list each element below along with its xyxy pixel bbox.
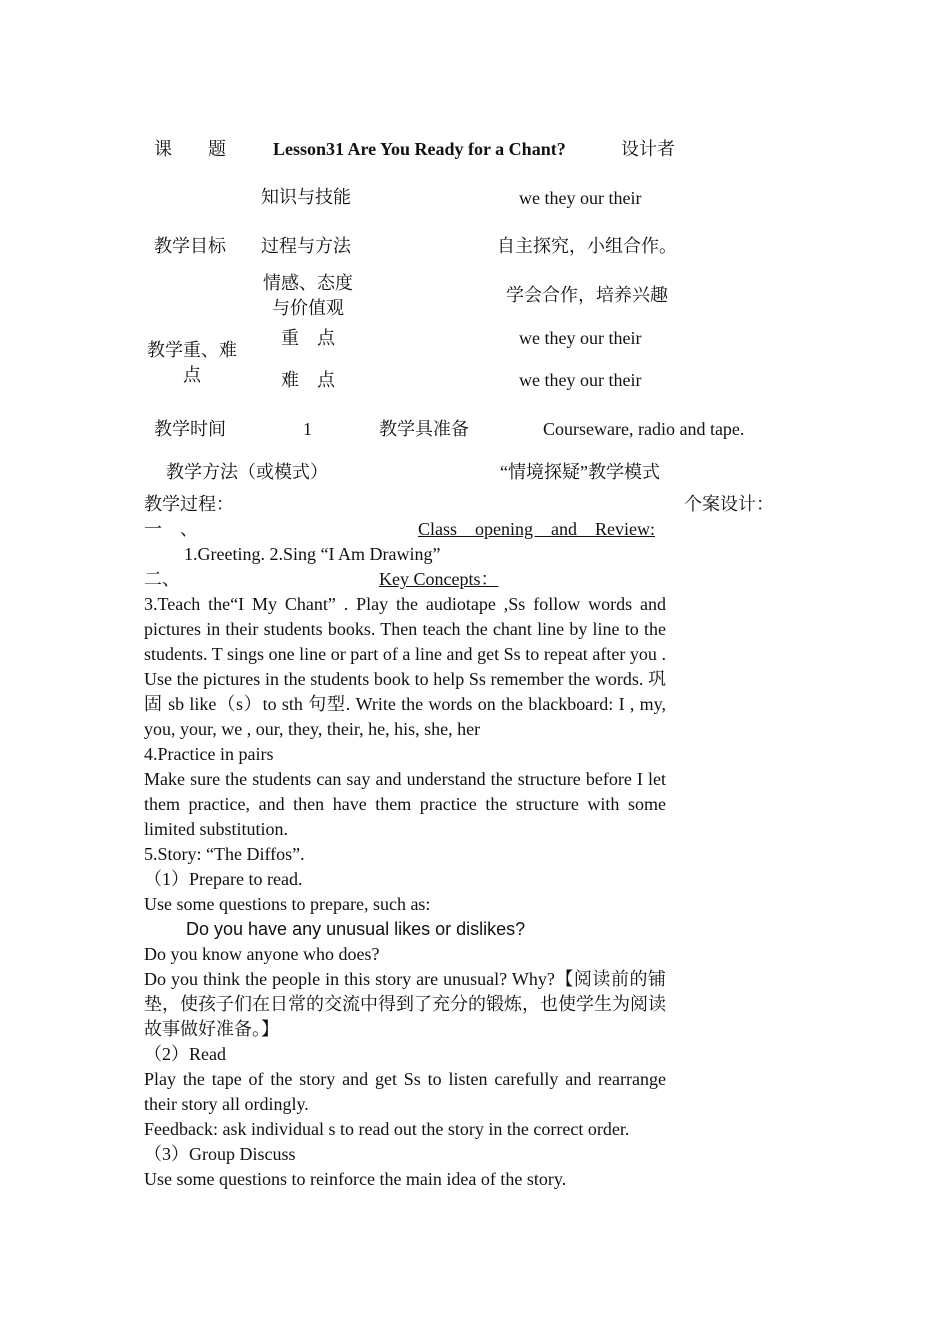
designer-label: 设计者 (621, 139, 675, 159)
lesson-title: Lesson31 Are You Ready for a Chant? (273, 139, 566, 159)
objective-knowledge-label: 知识与技能 (261, 187, 351, 207)
paragraph-teach-chant: 3.Teach the“I My Chant” . Play the audiotape ,Ss follow words and pictures in their students books. Then teach the chant line by line to the students. T sings one line or part of a line and get Ss to repeat after you . Use the pictures in the students book to help Ss remember the words. 巩固 sb like（s）to sth 句型. Write the words on the blackboard: I , my, you, your, we , our, they, their, he, his, she, her (144, 594, 666, 739)
paragraph-prepare-intro: Use some questions to prepare, such as: (144, 894, 431, 914)
objectives-label: 教学目标 (154, 236, 226, 256)
difficult-point-value: we they our their (519, 370, 642, 390)
paragraph-practice-heading: 4.Practice in pairs (144, 744, 274, 764)
method-label: 教学方法（或模式） (166, 462, 328, 482)
keypoints-label-2: 点 (183, 365, 201, 385)
objective-knowledge-value: we they our their (519, 188, 642, 208)
prep-label: 教学具准备 (379, 419, 469, 439)
lesson-body (144, 592, 666, 1192)
paragraph-read-heading: （2）Read (144, 1044, 226, 1064)
case-design-label: 个案设计： (684, 494, 774, 514)
paragraph-question-3: Do you think the people in this story are unusual? Why?【阅读前的铺垫，使孩子们在日常的交流中得到了充分的锻炼，也使学生为阅读故事做好准备。】 (144, 969, 666, 1039)
step-two-title: Key Concepts： (379, 569, 499, 589)
paragraph-practice-detail: Make sure the students can say and understand the structure before I let them practice, and then have them practice the structure with some limited substitution. (144, 769, 666, 839)
paragraph-question-2: Do you know anyone who does? (144, 944, 380, 964)
difficult-point-label: 难 点 (281, 370, 335, 390)
step-one-title: Class opening and Review: (418, 519, 655, 539)
objective-attitude-value: 学会合作，培养兴趣 (506, 285, 668, 305)
method-value: “情境探疑”教学模式 (500, 462, 660, 482)
time-label: 教学时间 (154, 419, 226, 439)
key-point-value: we they our their (519, 328, 642, 348)
process-label: 教学过程： (144, 494, 234, 514)
objective-attitude-label-1: 情感、态度 (263, 273, 353, 293)
paragraph-story-heading: 5.Story: “The Diffos”. (144, 844, 305, 864)
paragraph-question-1: Do you have any unusual likes or dislikes? (186, 919, 526, 939)
topic-label: 课 题 (154, 139, 226, 159)
step-one-prefix: 一 、 (144, 519, 198, 539)
time-value: 1 (303, 419, 312, 439)
objective-attitude-label-2: 与价值观 (272, 298, 344, 318)
objective-process-value: 自主探究，小组合作。 (497, 236, 677, 256)
paragraph-read-detail: Play the tape of the story and get Ss to listen carefully and rearrange their story all ordingly. (144, 1069, 666, 1114)
paragraph-feedback: Feedback: ask individual s to read out the story in the correct order. (144, 1119, 630, 1139)
paragraph-discuss-heading: （3）Group Discuss (144, 1144, 296, 1164)
prep-value: Courseware, radio and tape. (543, 419, 745, 439)
step-one-items: 1.Greeting. 2.Sing “I Am Drawing” (184, 544, 441, 564)
key-point-label: 重 点 (281, 328, 335, 348)
paragraph-discuss-detail: Use some questions to reinforce the main idea of the story. (144, 1169, 567, 1189)
keypoints-label-1: 教学重、难 (147, 340, 237, 360)
objective-process-label: 过程与方法 (261, 236, 351, 256)
step-two-prefix: 二、 (144, 569, 180, 589)
paragraph-prepare-heading: （1）Prepare to read. (144, 869, 303, 889)
